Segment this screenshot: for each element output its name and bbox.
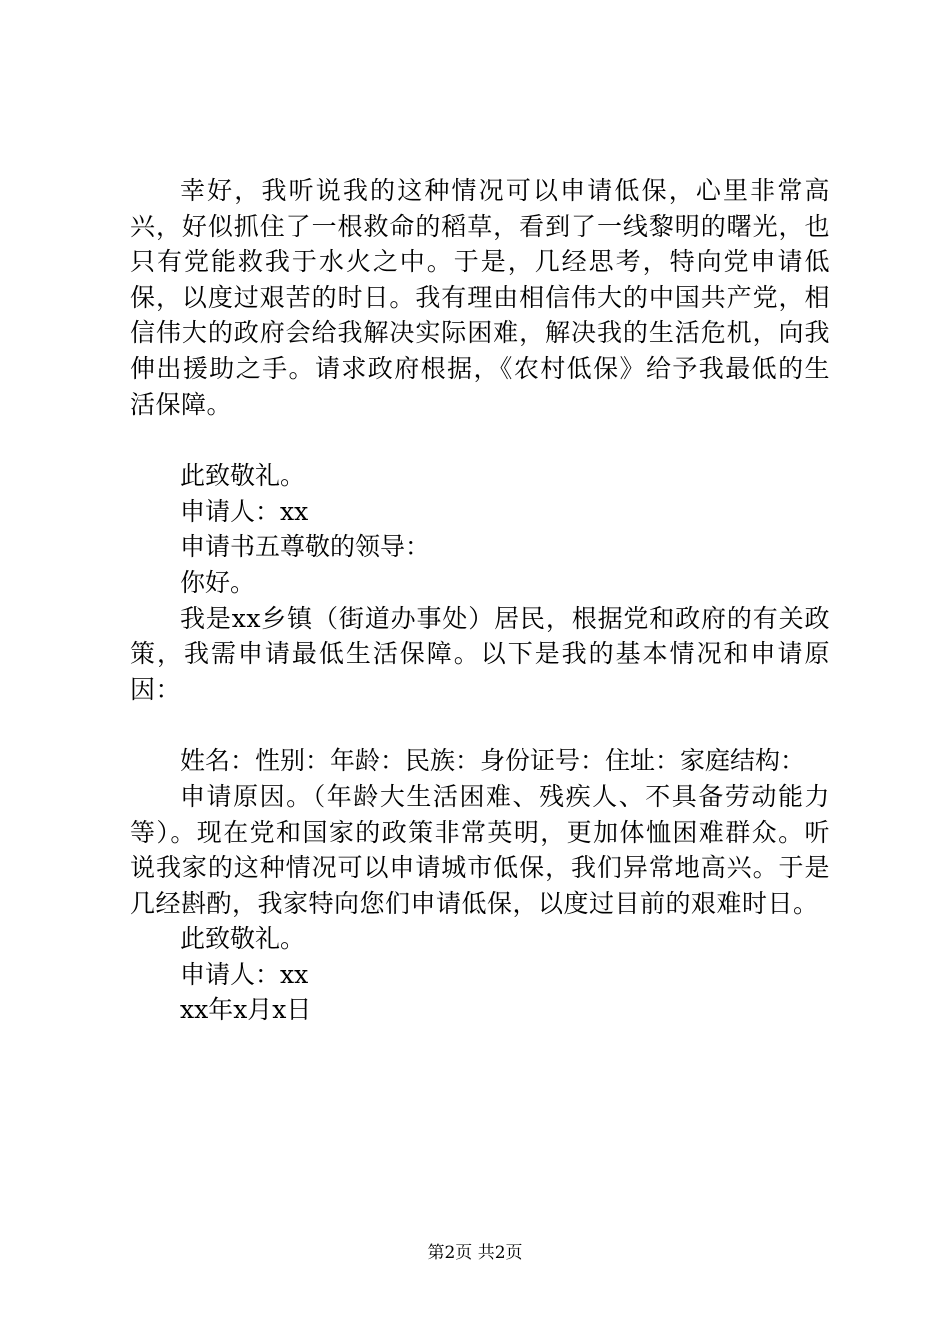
closing-salutation: 此致敬礼。: [180, 461, 306, 491]
document-body: [130, 173, 830, 1028]
applicant-line-2: 申请人：xx: [180, 959, 309, 989]
hello-line: 你好。: [180, 567, 256, 597]
applicant-line: 申请人：xx: [180, 496, 309, 526]
paragraph-reason: 申请原因。（年龄大生活困难、残疾人、不具备劳动能力等）。现在党和国家的政策非常英明，更加体恤困难群众。听说我家的这种情况可以申请城市低保，我们异常地高兴。于是几经斟酌，我家特向您们申请低保，以度过目前的艰难时日。: [130, 781, 830, 918]
letter-greeting: 申请书五尊敬的领导：: [180, 532, 431, 562]
page-number-footer: 第2页 共2页: [427, 1243, 523, 1263]
paragraph-application-reason: 幸好，我听说我的这种情况可以申请低保，心里非常高兴，好似抓住了一根救命的稻草，看到了一线黎明的曙光，也只有党能救我于水火之中。于是，几经思考，特向党申请低保，以度过艰苦的时日。我有理由相信伟大的中国共产党，相信伟大的政府会给我解决实际困难，解决我的生活危机，向我伸出援助之手。请求政府根据，《农村低保》给予我最低的生活保障。: [130, 176, 830, 419]
paragraph-introduction: 我是xx乡镇（街道办事处）居民，根据党和政府的有关政策，我需申请最低生活保障。以下是我的基本情况和申请原因：: [130, 603, 830, 704]
personal-info-line: 姓名：性别：年龄：民族：身份证号：住址：家庭结构：: [180, 746, 806, 776]
date-line: xx年x月x日: [180, 995, 312, 1025]
closing-salutation-2: 此致敬礼。: [180, 924, 306, 954]
